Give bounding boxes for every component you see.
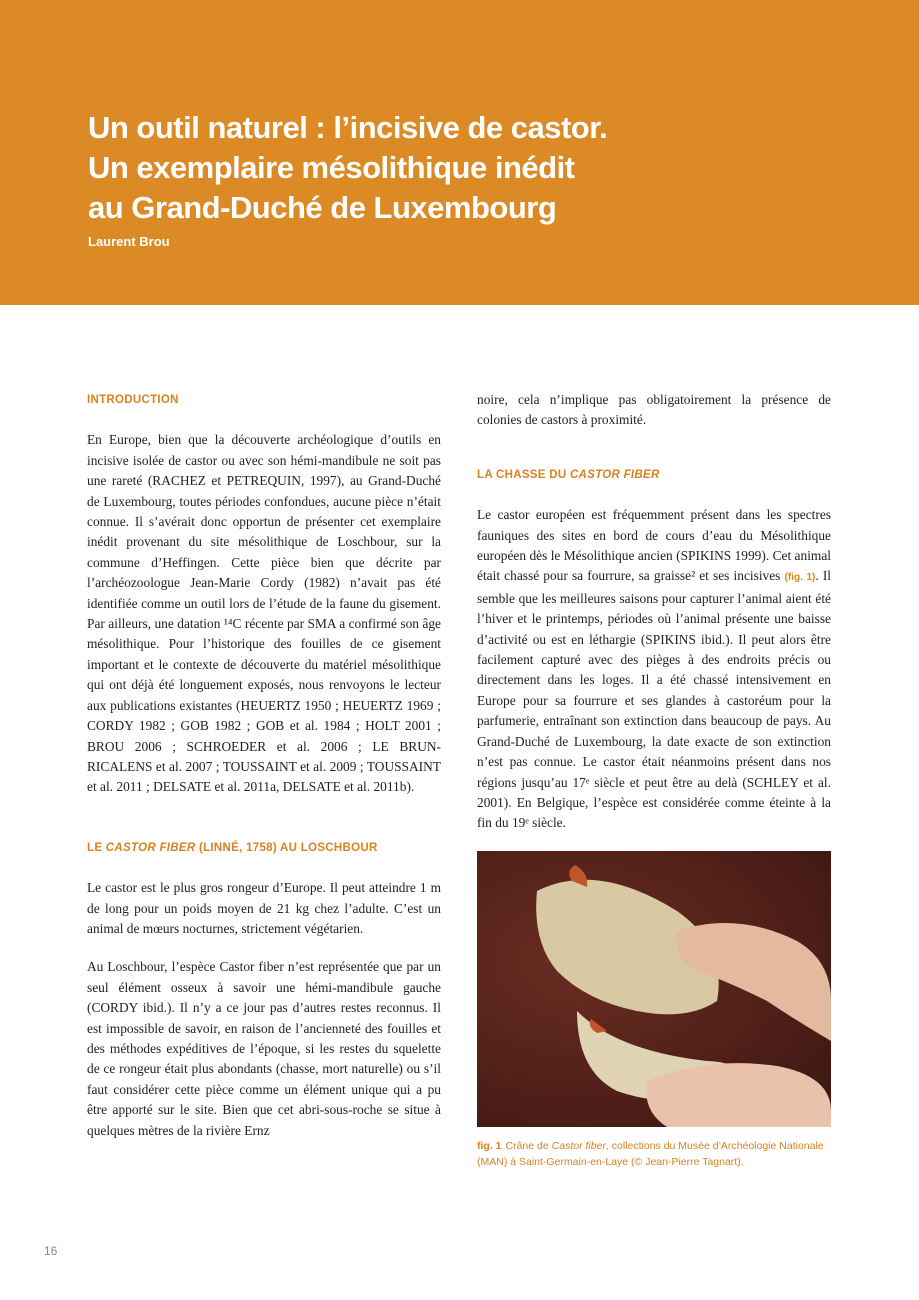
author-name: Laurent Brou [88, 234, 170, 249]
figure-reference-link[interactable]: (fig. 1) [784, 572, 816, 584]
lower-hand [646, 1063, 831, 1127]
caption-text-a: Crâne de [505, 1140, 552, 1152]
hunting-heading-prefix: LA CHASSE DU [477, 468, 570, 481]
hunting-section-heading [477, 465, 831, 485]
hunting-heading-species: CASTOR FIBER [569, 468, 660, 481]
title-line-1: Un outil naturel : l’incisive de castor. [88, 110, 608, 145]
continuation-paragraph: noire, cela n’implique pas obligatoirement la présence de colonies de castors à proximité. [477, 392, 831, 428]
page-number: 16 [44, 1244, 58, 1258]
caption-text-b: , collections du Musée d’Archéologie Nationale (MAN) à Saint-Germain-en-Laye (© Jean-Pierre Tagnart). [477, 1140, 824, 1168]
castor-heading-prefix: LE [87, 841, 106, 854]
introduction-paragraph: En Europe, bien que la découverte archéologique d’outils en incisive isolée de castor ou avec son hémi-mandibule ne soit pas une rareté (RACHEZ et PETREQUIN, 1997), au Grand-Duché de Luxembourg, toutes périodes confondues, aucune pièce n’était connue. Il s’avérait donc opportun de présenter cet exemplaire inédit provenant du site mésolithique de Loschbour, sur la commune d’Heffingen. Cette pièce bien que décrite par l’archéozoologue Jean-Marie Cordy (1982) n’avait pas été identifiée comme un outil lors de l’étude de la faune du gisement. Par ailleurs, une datation ¹⁴C récente par SMA a confirmé son âge mésolithique. Pour l’historique des fouilles de ce gisement important et le contexte de découverte du matériel mésolithique qui ont déjà été longuement exposés, nous renvoyons le lecteur aux publications existantes (HEUERTZ 1950 ; HEUERTZ 1969 ; CORDY 1982 ; GOB 1982 ; GOB et al. 1984 ; HOLT 2001 ; BROU 2006 ; SCHROEDER et al. 2006 ; LE BRUN-RICALENS et al. 2007 ; TOUSSAINT et al. 2009 ; TOUSSAINT et al. 2011 ; DELSATE et al. 2011a, DELSATE et al. 2011b). [87, 432, 441, 795]
figure-label: fig. 1 [477, 1140, 502, 1152]
castor-section-heading [87, 838, 441, 858]
left-column [87, 390, 441, 1159]
introduction-heading: INTRODUCTION [87, 394, 179, 406]
beaver-skull-photo [477, 851, 831, 1127]
title-line-2: Un exemplaire mésolithique inédit [88, 150, 575, 185]
castor-paragraph-2: Au Loschbour, l’espèce Castor fiber n’est représentée que par un seul élément osseux à savoir une hémi-mandibule gauche (CORDY ibid.). Il n’y a ce jour pas d’autres restes reconnus. Il est impossible de savoir, en raison de l’ancienneté des fouilles et des méthodes expéditives de l’époque, si les restes du squelette de ce rongeur était plus abondants (chasse, mort naturelle) ou s’il faut considérer cette pièce comme un élément unique qui a pu être apporté sur le site. Bien que cet abri-sous-roche se situe à quelques mètres de la rivière Ernz [87, 959, 441, 1138]
article-title [88, 108, 868, 228]
beaver-skull-illustration [477, 851, 831, 1127]
hunting-paragraph [477, 505, 831, 834]
right-column [477, 390, 831, 852]
hunting-text-a: Le castor européen est fréquemment présent dans les spectres fauniques des sites en bord de cours d’eau du Mésolithique européen dès le Mésolithique ancien (SPIKINS 1999). Cet animal était chassé pour sa fourrure, sa graisse² et ses incisives [477, 507, 831, 584]
title-line-3: au Grand-Duché de Luxembourg [88, 190, 557, 225]
castor-heading-species: CASTOR FIBER [105, 841, 196, 854]
castor-paragraph-1: Le castor est le plus gros rongeur d’Europe. Il peut atteindre 1 m de long pour un poids moyen de 21 kg chez l’adulte. C’est un animal de mœurs nocturnes, strictement végétarien. [87, 880, 441, 936]
castor-heading-suffix: (LINNÉ, 1758) AU LOSCHBOUR [195, 841, 378, 854]
figure-caption [477, 1138, 837, 1170]
hunting-text-b: . Il semble que les meilleures saisons pour capturer l’animal aient été l’hiver et le printemps, périodes où l’animal présente une baisse d’activité ou est en léthargie (SPIKINS ibid.). Il peut alors être facilement capturé avec des pièges à des endroits précis ou directement dans les loges. Il a été chassé intensivement en Europe pour sa fourrure et ses glandes à castoréum pour la parfumerie, entraînant son extinction dans beaucoup de pays. Au Grand-Duché de Luxembourg, la date exacte de son extinction n’est pas connue. Le castor était néanmoins présent dans nos régions jusqu’au 17ᵉ siècle et peut être au delà (SCHLEY et al. 2001). En Belgique, l’espèce est considérée comme éteinte à la fin du 19ᵉ siècle. [477, 568, 832, 831]
caption-species: Castor fiber [551, 1140, 606, 1152]
